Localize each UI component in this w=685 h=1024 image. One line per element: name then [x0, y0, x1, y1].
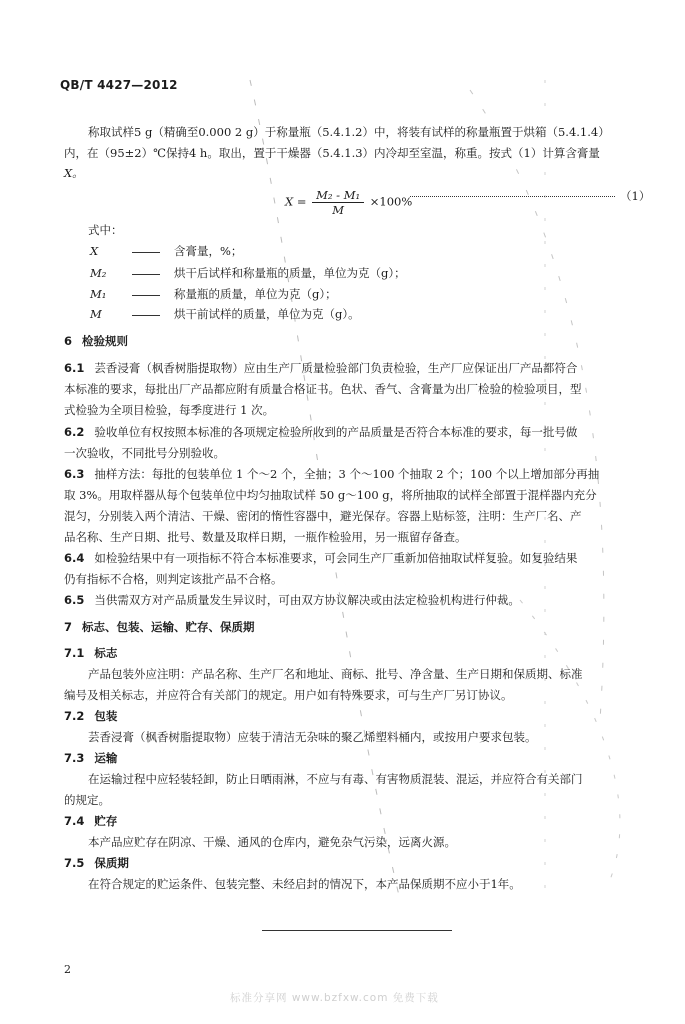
definition-text: 烘干后试样和称量瓶的质量，单位为克（g）； — [174, 266, 406, 280]
formula-leader-dots — [410, 196, 615, 197]
definition-row — [90, 286, 337, 302]
subsection-number: 7.1 — [64, 646, 85, 660]
definition-text: 烘干前试样的质量，单位为克（g）。 — [174, 307, 360, 321]
clause-line — [64, 592, 520, 608]
clause-text: 抽样方法：每批的包装单位 1 个～2 个，全抽；3 个～100 个抽取 2 个；100 个以上增加部分再抽 — [94, 467, 600, 481]
section-title: 检验规则 — [82, 334, 129, 348]
clause-number: 6.3 — [64, 467, 85, 481]
formula-numerator: M₂ - M₁ — [312, 188, 364, 203]
clause-line — [64, 360, 577, 376]
definition-text: 称量瓶的质量，单位为克（g）； — [174, 287, 337, 301]
clause-text: 当供需双方对产品质量发生异议时，可由双方协议解决或由法定检验机构进行仲裁。 — [94, 593, 520, 607]
formula-number: （1） — [620, 189, 651, 203]
clause-line — [64, 466, 599, 482]
subsection-heading — [64, 645, 117, 661]
clause-line: 的规定。 — [64, 793, 110, 807]
para-line: X。 — [64, 166, 84, 180]
formula-fraction — [312, 188, 364, 217]
definition-dash — [132, 274, 160, 275]
subsection-heading — [64, 855, 129, 871]
clause-text: 如检验结果中有一项指标不符合本标准要求，可会同生产厂重新加倍抽取试样复验。如复验结果 — [94, 551, 578, 565]
subsection-number: 7.2 — [64, 709, 85, 723]
clause-line: 在运输过程中应轻装轻卸，防止日晒雨淋，不应与有毒、有害物质混装、混运，并应符合有关部门 — [88, 772, 583, 786]
subsection-heading — [64, 708, 117, 724]
watermark: 标准分享网 www.bzfxw.com 免费下载 — [230, 992, 439, 1004]
subsection-number: 7.4 — [64, 814, 85, 828]
formula-tail: ×100% — [369, 194, 413, 209]
definition-symbol: M₂ — [90, 266, 107, 280]
clause-line: 本标准的要求，每批出厂产品都应附有质量合格证书。色状、香气、含膏量为出厂检验的检验项目，型 — [64, 382, 582, 396]
definition-dash — [132, 315, 160, 316]
standard-code-header: QB/T 4427—2012 — [60, 78, 178, 92]
section-heading — [64, 619, 255, 635]
clause-number: 6.2 — [64, 425, 85, 439]
clause-line: 仍有指标不合格，则判定该批产品不合格。 — [64, 572, 283, 586]
clause-text: 验收单位有权按照本标准的各项规定检验所收到的产品质量是否符合本标准的要求，每一批号做 — [94, 425, 578, 439]
section-heading — [64, 333, 128, 349]
clause-line: 一次验收，不同批号分别验收。 — [64, 446, 225, 460]
subsection-title: 运输 — [94, 751, 118, 765]
clause-number: 6.1 — [64, 361, 85, 375]
clause-line: 品名称、生产日期、批号、数量及取样日期，一瓶作检验用，另一瓶留存备查。 — [64, 530, 467, 544]
definition-row — [90, 265, 406, 281]
clause-line: 在符合规定的贮运条件、包装完整、未经启封的情况下，本产品保质期不应小于1年。 — [88, 877, 521, 891]
definition-symbol: X — [90, 244, 99, 258]
clause-line: 式检验为全项目检验，每季度进行 1 次。 — [64, 403, 275, 417]
subsection-number: 7.5 — [64, 856, 85, 870]
section-number: 6 — [64, 334, 73, 348]
where-label: 式中： — [88, 223, 123, 237]
definition-dash — [132, 295, 160, 296]
subsection-heading — [64, 813, 117, 829]
clause-number: 6.5 — [64, 593, 85, 607]
clause-line: 混匀，分别装入两个清洁、干燥、密闭的惰性容器中，避光保存。容器上贴标签，注明：生产厂名、产 — [64, 509, 582, 523]
clause-line: 芸香浸膏（枫香树脂提取物）应装于清洁无杂味的聚乙烯塑料桶内，或按用户要求包装。 — [88, 730, 537, 744]
subsection-heading — [64, 750, 117, 766]
subsection-title: 贮存 — [94, 814, 118, 828]
clause-number: 6.4 — [64, 551, 85, 565]
section-number: 7 — [64, 620, 73, 634]
definition-symbol: M — [90, 307, 102, 321]
section-title: 标志、包装、运输、贮存、保质期 — [82, 620, 255, 634]
formula — [285, 188, 412, 217]
end-rule — [262, 930, 452, 931]
para-line: 称取试样5 g（精确至0.000 2 g）于称量瓶（5.4.1.2）中，将装有试样的称量瓶置于烘箱（5.4.1.4） — [88, 125, 610, 139]
definition-row — [90, 243, 242, 259]
clause-line — [64, 550, 577, 566]
clause-line — [64, 424, 577, 440]
clause-line: 取 3%。用取样器从每个包装单位中均匀抽取试样 50 g～100 g，将所抽取的试样全部置于混样器内充分 — [64, 488, 597, 502]
subsection-title: 标志 — [94, 646, 118, 660]
clause-text: 芸香浸膏（枫香树脂提取物）应由生产厂质量检验部门负责检验，生产厂应保证出厂产品都符合 — [94, 361, 578, 375]
definition-row — [90, 306, 360, 322]
formula-lhs: X = — [285, 194, 307, 209]
definition-dash — [132, 252, 160, 253]
subsection-title: 保质期 — [94, 856, 129, 870]
clause-line: 本产品应贮存在阴凉、干燥、通风的仓库内，避免杂气污染，远离火源。 — [88, 835, 456, 849]
clause-line: 编号及相关标志，并应符合有关部门的规定。用户如有特殊要求，可与生产厂另订协议。 — [64, 688, 513, 702]
subsection-title: 包装 — [94, 709, 118, 723]
para-line: 内，在（95±2）℃保持4 h。取出，置于干燥器（5.4.1.3）内冷却至室温，称重。按式（1）计算含膏量 — [64, 146, 600, 160]
formula-denominator: M — [332, 203, 345, 217]
subsection-number: 7.3 — [64, 751, 85, 765]
definition-text: 含膏量，%； — [174, 244, 243, 258]
definition-symbol: M₁ — [90, 287, 107, 301]
page-number: 2 — [64, 963, 71, 976]
clause-line: 产品包装外应注明：产品名称、生产厂名和地址、商标、批号、净含量、生产日期和保质期、标准 — [88, 667, 583, 681]
